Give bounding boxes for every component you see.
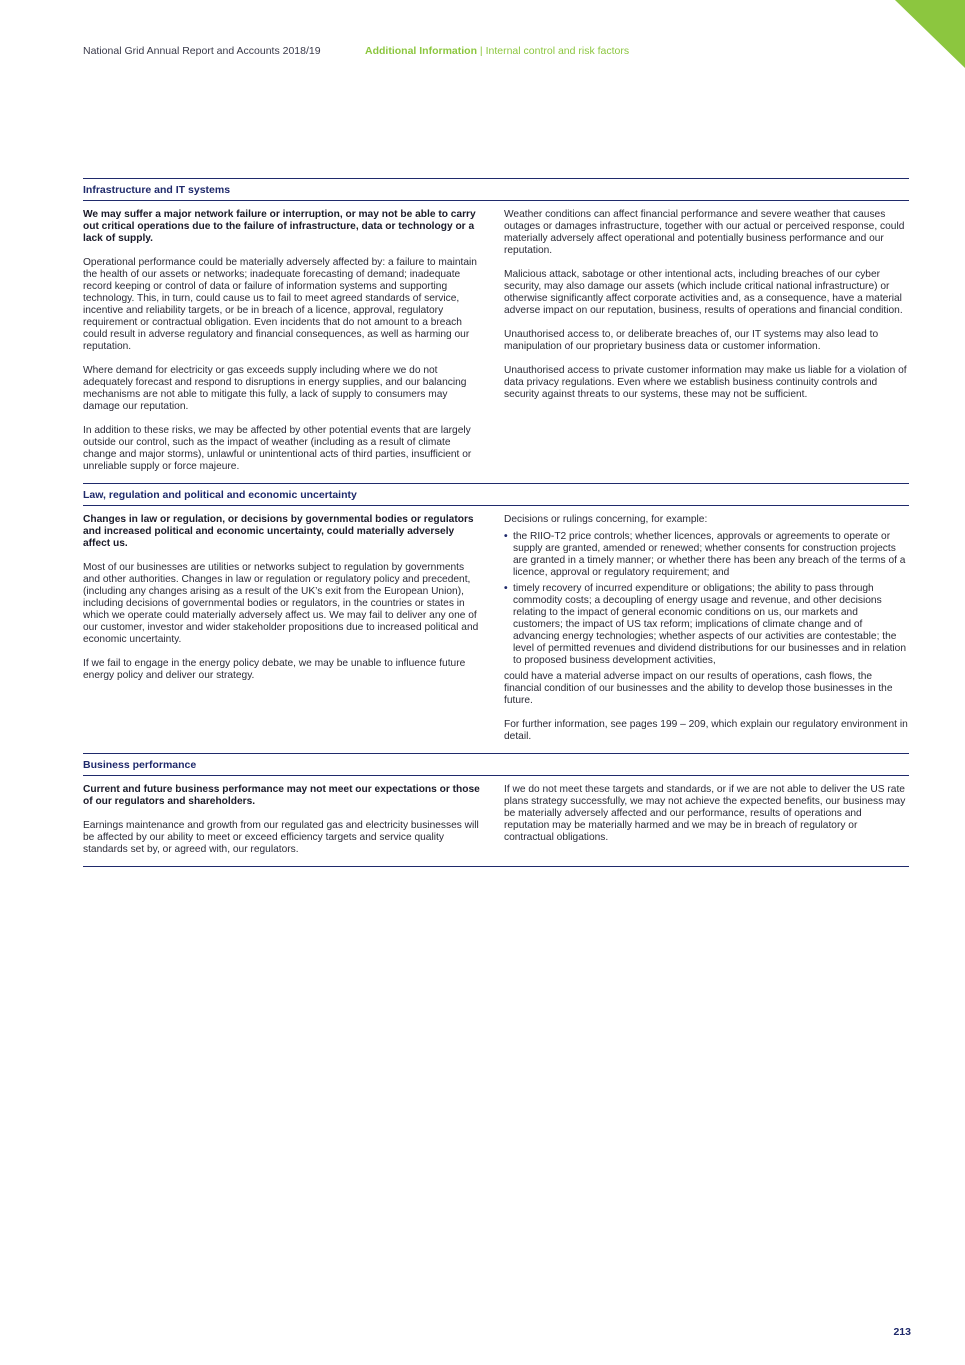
closing-rule	[83, 866, 909, 867]
decision-list	[504, 531, 909, 667]
paragraph: If we fail to engage in the energy policy debate, we may be unable to influence future energy policy and deliver our strategy.	[83, 658, 466, 681]
section-business-performance	[83, 753, 909, 866]
right-column	[504, 514, 909, 743]
paragraph: Operational performance could be materially adversely affected by: a failure to maintain the health of our assets or networks; inadequate forecasting of demand; inadequate record keeping or control of data or failure of information systems and supporting technology. This, in turn, could cause us to fail to meet agreed standards of service, incentive and reliability targets, or be in breach of a licence, approval, regulatory requirement or contractual obligation. Even incidents that do not amount to a breach could result in adverse regulatory and financial consequences, as well as harming our reputation.	[83, 257, 477, 352]
right-column	[504, 784, 909, 856]
paragraph: could have a material adverse impact on our results of operations, cash flows, the financial condition of our businesses and the ability to develop those businesses in the future.	[504, 671, 893, 706]
right-column	[504, 209, 909, 473]
list-item	[504, 531, 909, 579]
page-number: 213	[893, 1326, 911, 1338]
paragraph: Unauthorised access to, or deliberate breaches of, our IT systems may also lead to manipulation of our proprietary business data or customer information.	[504, 329, 879, 352]
left-column	[83, 514, 480, 743]
section-breadcrumb	[365, 45, 629, 57]
section-law-regulation	[83, 483, 909, 753]
section-infrastructure	[83, 178, 909, 483]
subsection-name: Internal control and risk factors	[485, 45, 630, 57]
list-item-text: timely recovery of incurred expenditure or obligations; the ability to pass through commodity costs; a decoupling of energy usage and revenue, and other decisions relating to the impact of general economic conditions on us, our markets and customers; the impact of US tax reform; implications of climate change and of advancing energy technologies; whether aspects of our activities are contestable; the level of permitted revenues and dividend distributions for our businesses and in relation to proposed business development activities,	[513, 583, 907, 666]
risk-statement: We may suffer a major network failure or interruption, or may not be able to carry out critical operations due to the failure of infrastructure, data or technology or a lack of supply.	[83, 209, 476, 244]
section-title: Law, regulation and political and economic uncertainty	[83, 484, 909, 506]
list-item-text: the RIIO-T2 price controls; whether licences, approvals or agreements to operate or supply are granted, amended or renewed; whether consents for construction projects are granted in a timely manner; or whether there has been any breach of the terms of a licence, approval or regulatory requirement; and	[513, 531, 906, 578]
paragraph: If we do not meet these targets and standards, or if we are not able to deliver the US rate plans strategy successfully, we may not achieve the expected benefits, our business may be materially adversely affected and our performance, results of operations and reputation may be materially harmed and we may be in breach of regulatory or contractual obligations.	[504, 784, 906, 843]
section-title: Business performance	[83, 754, 909, 776]
section-name: Additional Information	[365, 45, 477, 57]
paragraph: Decisions or rulings concerning, for example:	[504, 514, 708, 525]
risk-statement: Current and future business performance may not meet our expectations or those of our regulators and shareholders.	[83, 784, 480, 807]
bullet-icon: •	[504, 583, 508, 594]
running-header	[83, 45, 885, 57]
breadcrumb-separator: |	[479, 45, 483, 57]
paragraph: Most of our businesses are utilities or networks subject to regulation by governments and other authorities. Changes in law or regulation or regulatory policy and precedent, (including any changes arising as a result of the UK’s exit from the European Union), including decisions of governmental bodies or regulators, in the countries or states in which we operate could materially adversely affect us. We may fail to deliver any one of our customer, investor and wider stakeholder propositions due to increased political and economic uncertainty.	[83, 562, 479, 645]
risk-statement: Changes in law or regulation, or decisions by governmental bodies or regulators and increased political and economic uncertainty, could materially adversely affect us.	[83, 514, 474, 549]
left-column	[83, 784, 480, 856]
corner-triangle-decoration	[895, 0, 965, 68]
section-title: Infrastructure and IT systems	[83, 179, 909, 201]
risk-factors-content	[83, 178, 909, 867]
paragraph: Malicious attack, sabotage or other intentional acts, including breaches of our cyber security, may also damage our assets (which include critical national infrastructure) or otherwise significantly affect corporate activities and, as a consequence, have a material adverse impact on our reputation, business, results of operations and financial condition.	[504, 269, 903, 316]
paragraph: Earnings maintenance and growth from our regulated gas and electricity businesses will be affected by our ability to meet or exceed efficiency targets and service quality standards set by, or agreed with, our regulators.	[83, 820, 479, 855]
paragraph: Unauthorised access to private customer information may make us liable for a violation of data privacy regulations. Even where we establish business continuity controls and security against threats to our systems, these may not be sufficient.	[504, 365, 907, 400]
left-column	[83, 209, 480, 473]
paragraph: In addition to these risks, we may be affected by other potential events that are largely outside our control, such as the impact of weather (including as a result of climate change and major storms), unlawful or unintentional acts of third parties, insufficient or unreliable supply or force majeure.	[83, 425, 472, 472]
list-item	[504, 583, 909, 667]
bullet-icon: •	[504, 531, 508, 542]
paragraph: Where demand for electricity or gas exceeds supply including where we do not adequately forecast and respond to disruptions in energy supplies, and our balancing mechanisms are not able to mitigate this fully, a lack of supply to consumers may damage our reputation.	[83, 365, 467, 412]
report-title: National Grid Annual Report and Accounts 2018/19	[83, 45, 321, 57]
paragraph: Weather conditions can affect financial performance and severe weather that causes outages or damages infrastructure, together with our actual or perceived response, could materially adversely affect operational and potentially business performance and our reputation.	[504, 209, 905, 256]
cross-reference: For further information, see pages 199 – 209, which explain our regulatory environment in detail.	[504, 719, 908, 742]
